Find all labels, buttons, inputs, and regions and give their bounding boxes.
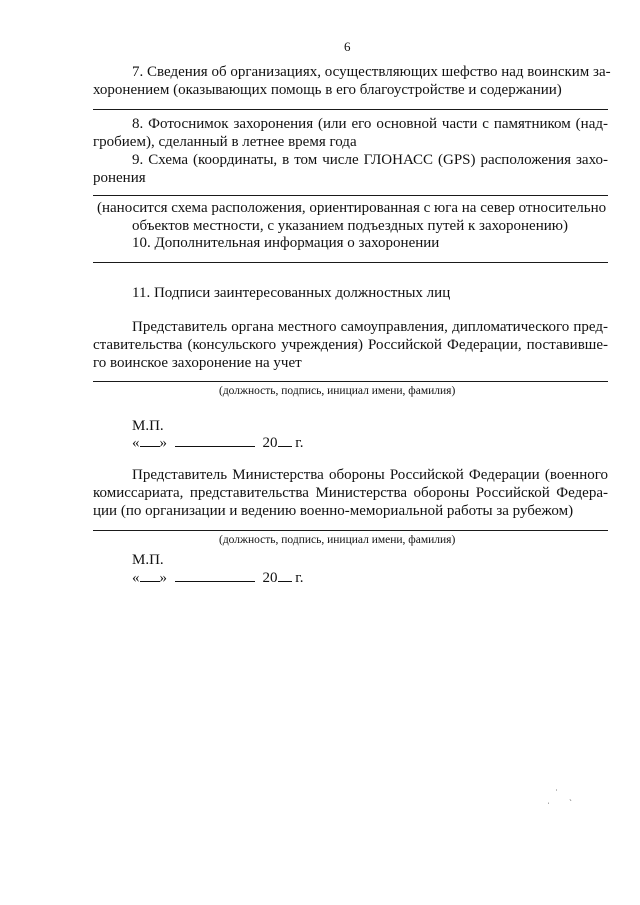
scheme-note-line-1: (наносится схема расположения, ориентированная с юга на север относительно: [97, 200, 607, 216]
sig2-date-close: »: [159, 570, 167, 586]
sig2-seal: М.П.: [132, 552, 164, 568]
sig1-year-blank: [278, 433, 292, 447]
sig1-line-2: ставительства (консульского учреждения) Российской Федерации, поставивше-: [93, 337, 608, 353]
sig2-signature-line: [93, 530, 608, 531]
page-number: 6: [344, 39, 351, 54]
sig2-line-3: ции (по организации и ведению военно-мемориальной работы за рубежом): [93, 503, 574, 519]
sig1-date-open: «: [132, 435, 140, 451]
item-9-line-1: 9. Схема (координаты, в том числе ГЛОНАСС (GPS) расположения захо-: [132, 152, 608, 168]
sig2-month-blank: [175, 568, 255, 582]
sig1-day-blank: [140, 433, 160, 447]
sig1-year-suffix: г.: [295, 435, 304, 451]
item-8-line-1: 8. Фотоснимок захоронения (или его основной части с памятником (над-: [132, 116, 608, 132]
scheme-note-line-2: объектов местности, с указанием подъездных путей к захоронению): [132, 218, 568, 234]
sig2-year-blank: [278, 568, 292, 582]
item-7-line-2: хоронением (оказывающих помощь в его благоустройстве и содержании): [93, 82, 562, 98]
item-7-line-1: 7. Сведения об организациях, осуществляющих шефство над воинским за-: [132, 64, 611, 80]
sig1-line-1: Представитель органа местного самоуправления, дипломатического пред-: [132, 319, 608, 335]
sig2-day-blank: [140, 568, 160, 582]
item-8-line-2: гробием), сделанный в летнее время года: [93, 134, 357, 150]
sig1-signature-line: [93, 381, 608, 382]
sig1-date: [132, 433, 303, 452]
sig1-caption: (должность, подпись, инициал имени, фамилия): [219, 385, 456, 397]
sig1-date-close: »: [159, 435, 167, 451]
item-9-line-2: ронения: [93, 170, 146, 186]
item-7-fill-line: [93, 109, 608, 110]
sig1-year-prefix: 20: [262, 435, 278, 451]
item-11: 11. Подписи заинтересованных должностных лиц: [132, 285, 451, 301]
sig2-year-suffix: г.: [295, 570, 304, 586]
scan-speck: ˙: [555, 788, 558, 798]
item-10-fill-line: [93, 262, 608, 263]
scan-speck: ˌ: [547, 794, 550, 804]
sig2-caption: (должность, подпись, инициал имени, фамилия): [219, 534, 456, 546]
sig1-seal: М.П.: [132, 418, 164, 434]
sig1-month-blank: [175, 433, 255, 447]
item-10: 10. Дополнительная информация о захоронении: [132, 235, 440, 251]
sig2-year-prefix: 20: [262, 570, 278, 586]
sig2-line-2: комиссариата, представительства Министерства обороны Российской Федера-: [93, 485, 608, 501]
scheme-fill-line: [93, 195, 608, 196]
sig2-line-1: Представитель Министерства обороны Российской Федерации (военного: [132, 467, 608, 483]
scan-speck: ˎ: [569, 791, 572, 801]
sig1-line-3: го воинское захоронение на учет: [93, 355, 302, 371]
sig2-date: [132, 568, 303, 587]
sig2-date-open: «: [132, 570, 140, 586]
